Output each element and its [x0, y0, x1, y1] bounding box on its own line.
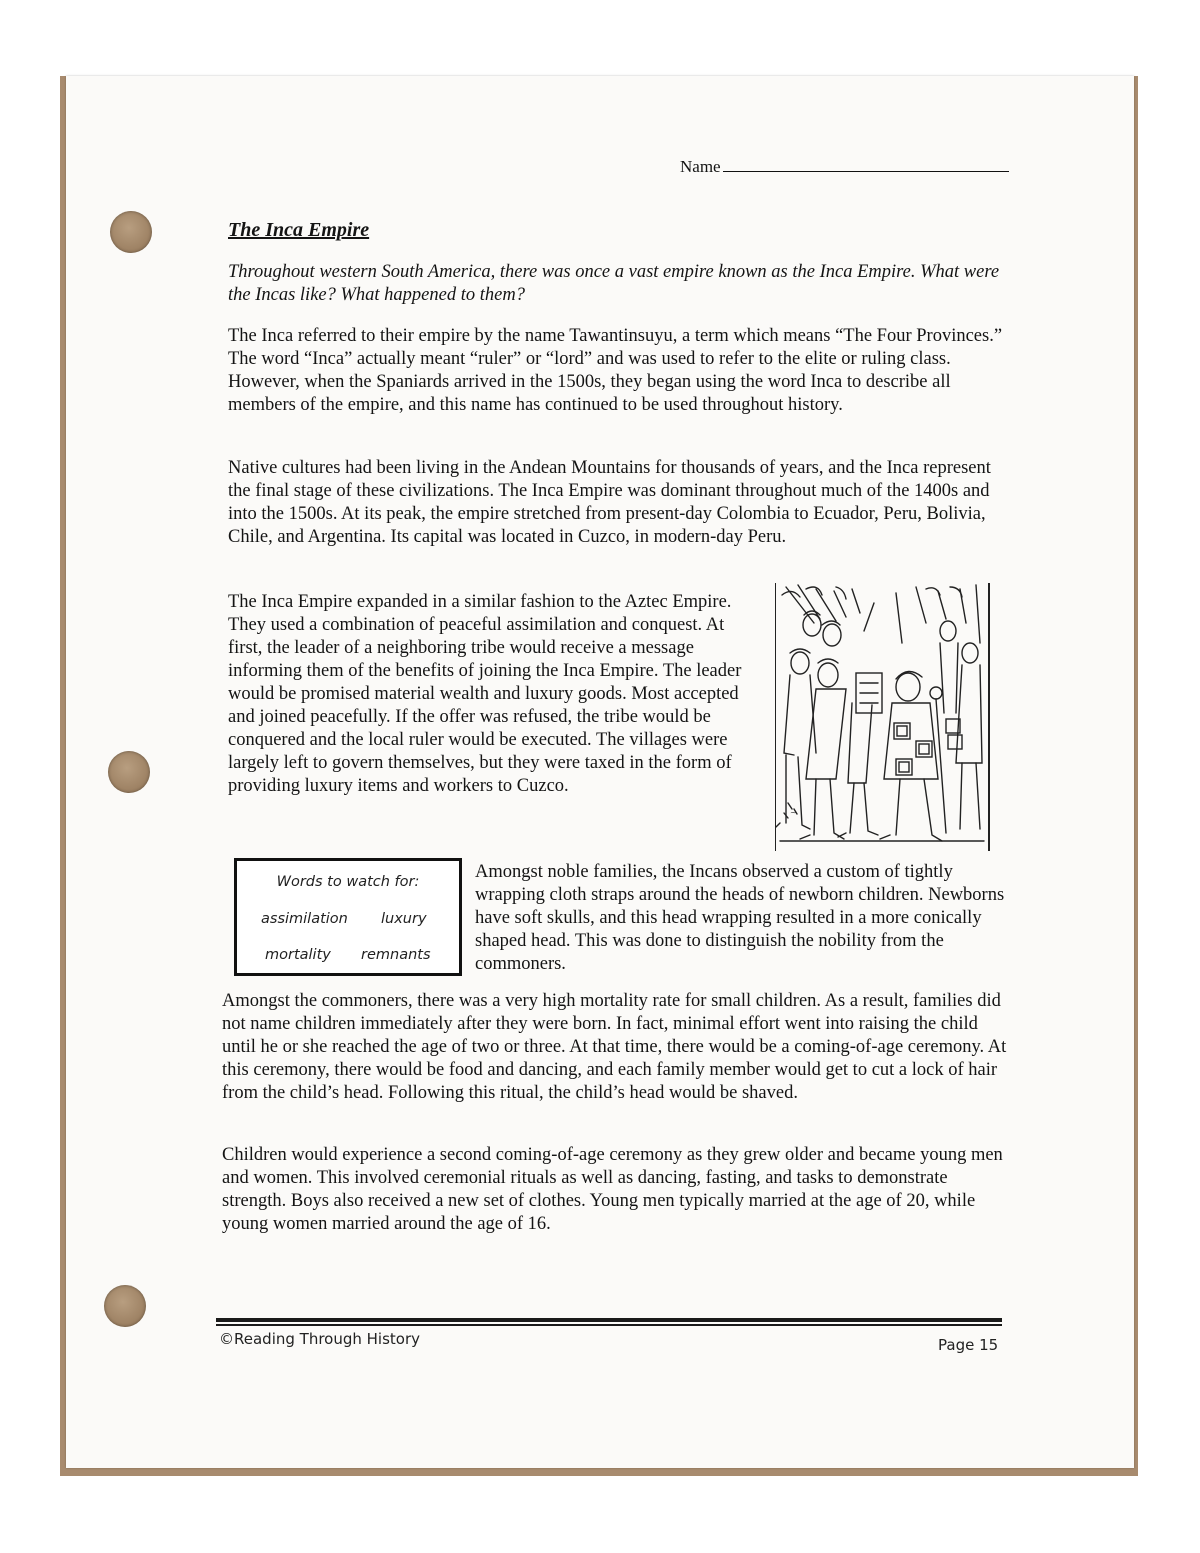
paragraph-1: The Inca referred to their empire by the name Tawantinsuyu, a term which means “The Four Provinces.” The word “Inca” actually meant “ruler” or “lord” and was used to refer to the elite or ruling class. However, when the Spaniards arrived in the 1500s, they began using the word Inca to describe all members of the empire, and this name has continued to be used throughout history. — [228, 326, 1003, 415]
footer-divider — [216, 1318, 1002, 1322]
name-field[interactable] — [680, 157, 1009, 177]
vocab-word: assimilation — [261, 911, 348, 927]
name-blank-line[interactable] — [723, 157, 1009, 172]
paragraph-6: Children would experience a second coming-of-age ceremony as they grew older and became young men and women. This involved ceremonial rituals as well as dancing, fasting, and tasks to demonstrate strength. Boys also received a new set of clothes. Young men typically married at the age of 20, while young women married around the age of 16. — [222, 1145, 1003, 1234]
words-box-heading: Words to watch for: — [276, 874, 420, 890]
vocab-word: luxury — [381, 911, 427, 927]
binder-hole-top — [110, 211, 152, 253]
paragraph-3: The Inca Empire expanded in a similar fashion to the Aztec Empire. They used a combination of peaceful assimilation and conquest. At first, the leader of a neighboring tribe would receive a message informing them of the benefits of joining the Inca Empire. The leader would be promised material wealth and luxury goods. Most accepted and joined peacefully. If the offer was refused, the tribe would be conquered and the local ruler would be executed. The villages were largely left to govern themselves, but they were taxed in the form of providing luxury items and workers to Cuzco. — [228, 592, 742, 796]
vocab-word: mortality — [265, 947, 331, 963]
vocab-word: remnants — [361, 947, 431, 963]
page-title: The Inca Empire — [228, 219, 370, 241]
intro-paragraph: Throughout western South America, there was once a vast empire known as the Inca Empire. What were the Incas like? What happened to them? — [228, 262, 1000, 305]
paragraph-4: Amongst noble families, the Incans observed a custom of tightly wrapping cloth straps around the heads of newborn children. Newborns have soft skulls, and this head wrapping resulted in a more conically shaped head. This was done to distinguish the nobility from the commoners. — [475, 862, 1005, 974]
paragraph-2: Native cultures had been living in the Andean Mountains for thousands of years, and the Inca represent the final stage of these civilizations. The Inca Empire was dominant throughout much of the 1400s and into the 1500s. At its peak, the empire stretched from present-day Colombia to Ecuador, Peru, Bolivia, Chile, and Argentina. Its capital was located in Cuzco, in modern-day Peru. — [228, 458, 991, 547]
svg-text:~: ~ — [790, 808, 797, 817]
footer-divider-thin — [216, 1324, 1002, 1326]
paragraph-5: Amongst the commoners, there was a very high mortality rate for small children. As a result, families did not name children immediately after they were born. In fact, minimal effort went into raising the child until he or she reached the age of two or three. At that time, there would be a coming-of-age ceremony. At this ceremony, there would be food and dancing, and each family member would get to cut a lock of hair from the child’s head. Following this ritual, the child’s head would be shaved. — [222, 991, 1007, 1103]
inca-illustration — [775, 583, 990, 851]
binder-hole-bottom — [104, 1285, 146, 1327]
copyright-text: ©Reading Through History — [219, 1330, 421, 1348]
page-number: Page 15 — [938, 1336, 999, 1354]
name-label: Name — [680, 157, 721, 176]
words-to-watch-box — [234, 858, 462, 976]
binder-hole-middle — [108, 751, 150, 793]
